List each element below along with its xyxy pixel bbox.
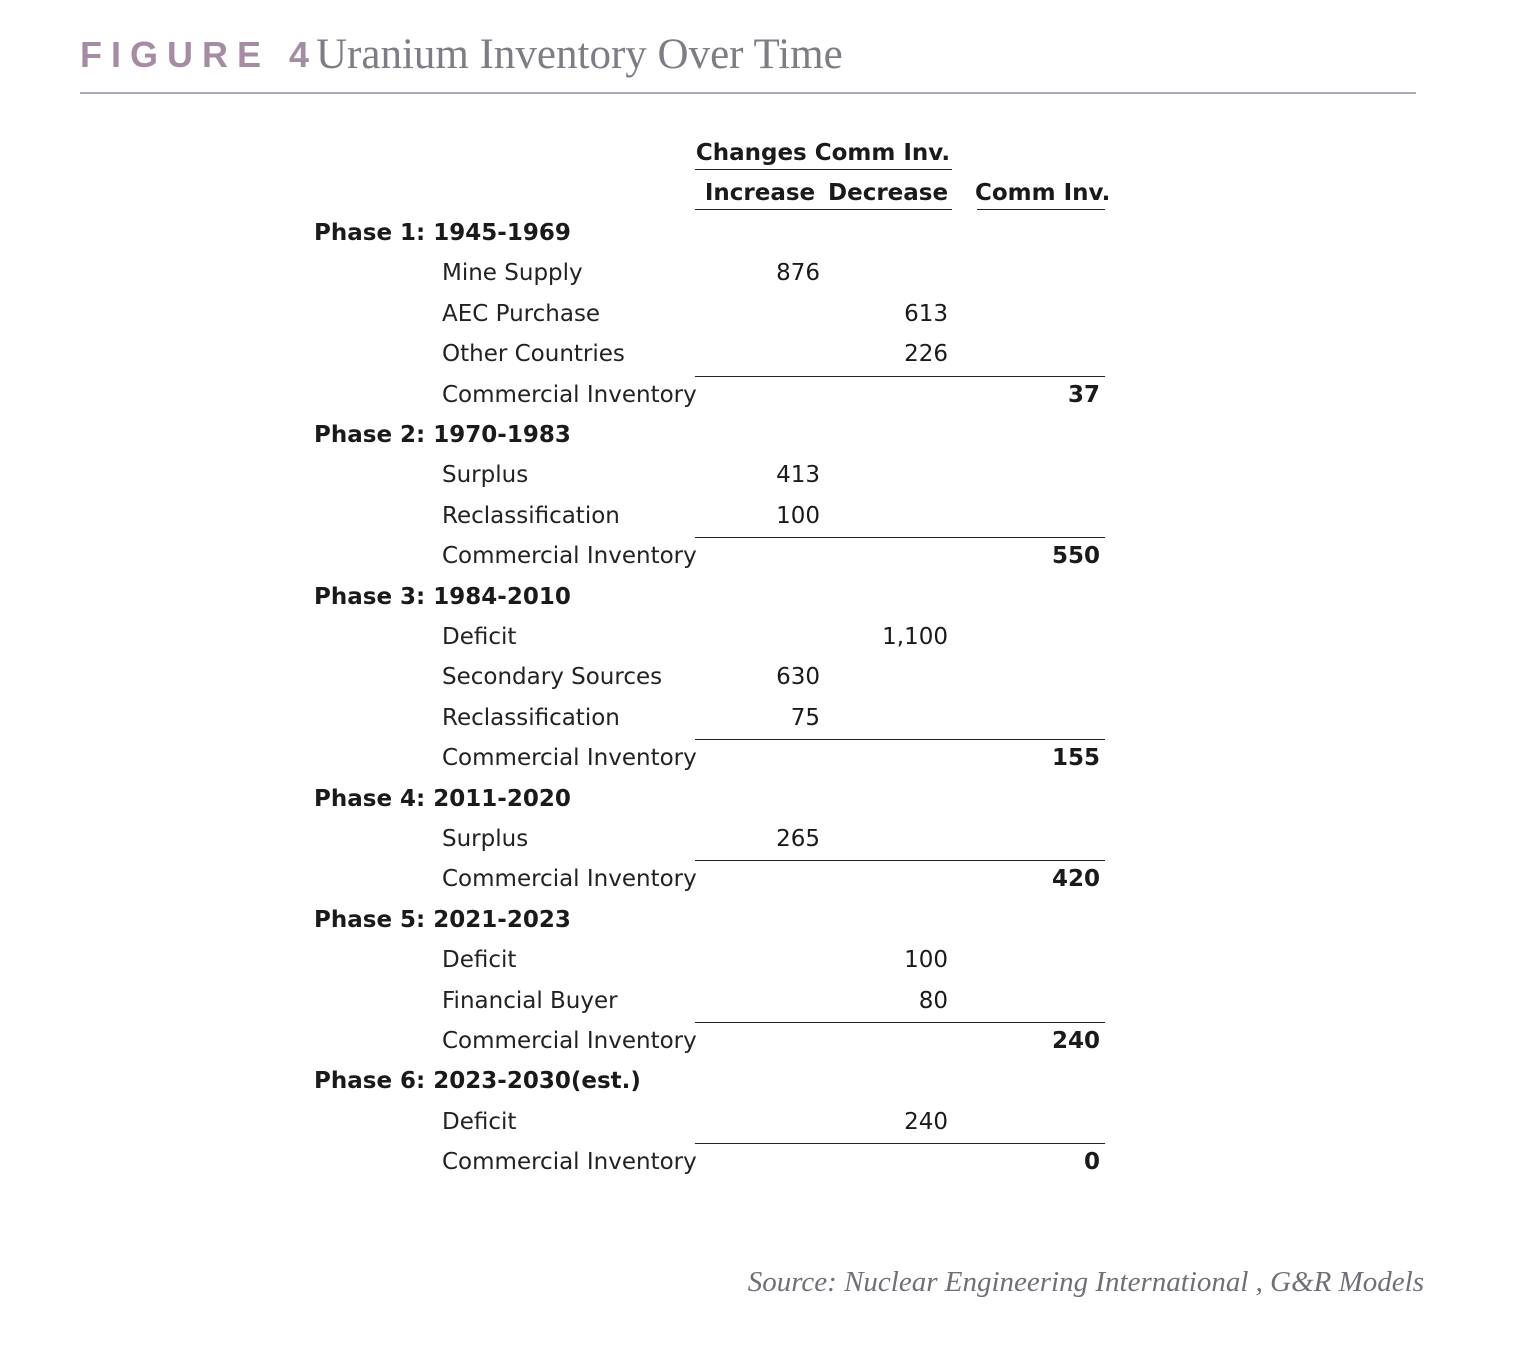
comm-inv-value: 550 [1051,543,1100,570]
row-label: Deficit [442,947,517,974]
phase-heading: Phase 5: 2021-2023 [314,906,571,933]
col-header-increase: Increase [704,180,816,206]
row-label: Surplus [442,462,529,489]
decrease-value: 226 [904,341,948,368]
row-label: Surplus [442,826,529,852]
decrease-value: 240 [904,1108,948,1135]
phase-heading: Phase 3: 1984-2010 [314,583,571,610]
decrease-value: 100 [904,947,948,974]
phase-heading: Phase 1: 1945-1969 [314,220,571,246]
row-label: AEC Purchase [442,300,601,327]
subtotal-rule [695,1022,1105,1023]
subtotal-rule [695,739,1105,740]
row-label: Reclassification [442,502,620,529]
increase-value: 630 [776,664,820,691]
row-label: Other Countries [442,341,625,368]
subtotal-rule [695,537,1105,538]
figure-title: Uranium Inventory Over Time [316,31,843,78]
subtotal-rule [695,1143,1105,1144]
group-header: Changes Comm Inv. [695,140,951,166]
source-note: Source: Nuclear Engineering International , G&R Models [747,1266,1424,1298]
subtotal-rule [695,376,1105,377]
row-label: Deficit [442,624,517,650]
total-label: Commercial Inventory [442,1149,697,1176]
total-label: Commercial Inventory [442,866,697,893]
row-label: Mine Supply [442,260,583,287]
increase-value: 75 [790,704,820,731]
figure-label: FIGURE 4 [80,34,319,75]
decrease-value: 1,100 [882,624,948,650]
row-label: Financial Buyer [442,987,618,1014]
total-label: Commercial Inventory [442,745,697,772]
row-label: Secondary Sources [442,664,663,691]
increase-value: 100 [776,502,820,529]
total-label: Commercial Inventory [442,543,697,570]
phase-heading: Phase 6: 2023-2030(est.) [314,1068,641,1095]
phase-heading: Phase 2: 1970-1983 [314,422,571,448]
comm-inv-value: 0 [1083,1149,1100,1176]
phase-heading: Phase 4: 2011-2020 [314,785,571,812]
col-header-rule-changes [695,209,952,210]
decrease-value: 613 [904,300,948,327]
row-label: Reclassification [442,704,620,731]
col-header-rule-comm [977,209,1105,210]
comm-inv-value: 37 [1067,381,1100,408]
subtotal-rule [695,860,1105,861]
total-label: Commercial Inventory [442,1028,697,1054]
decrease-value: 80 [918,987,948,1014]
row-label: Deficit [442,1108,517,1135]
comm-inv-value: 420 [1051,866,1100,893]
col-header-decrease: Decrease [828,180,949,206]
comm-inv-value: 240 [1051,1028,1100,1054]
comm-inv-value: 155 [1051,745,1100,772]
col-header-comm-inv: Comm Inv. [975,180,1111,206]
increase-value: 876 [776,260,820,287]
increase-value: 265 [776,826,820,852]
group-header-rule [695,169,952,170]
total-label: Commercial Inventory [442,381,697,408]
increase-value: 413 [776,462,820,489]
